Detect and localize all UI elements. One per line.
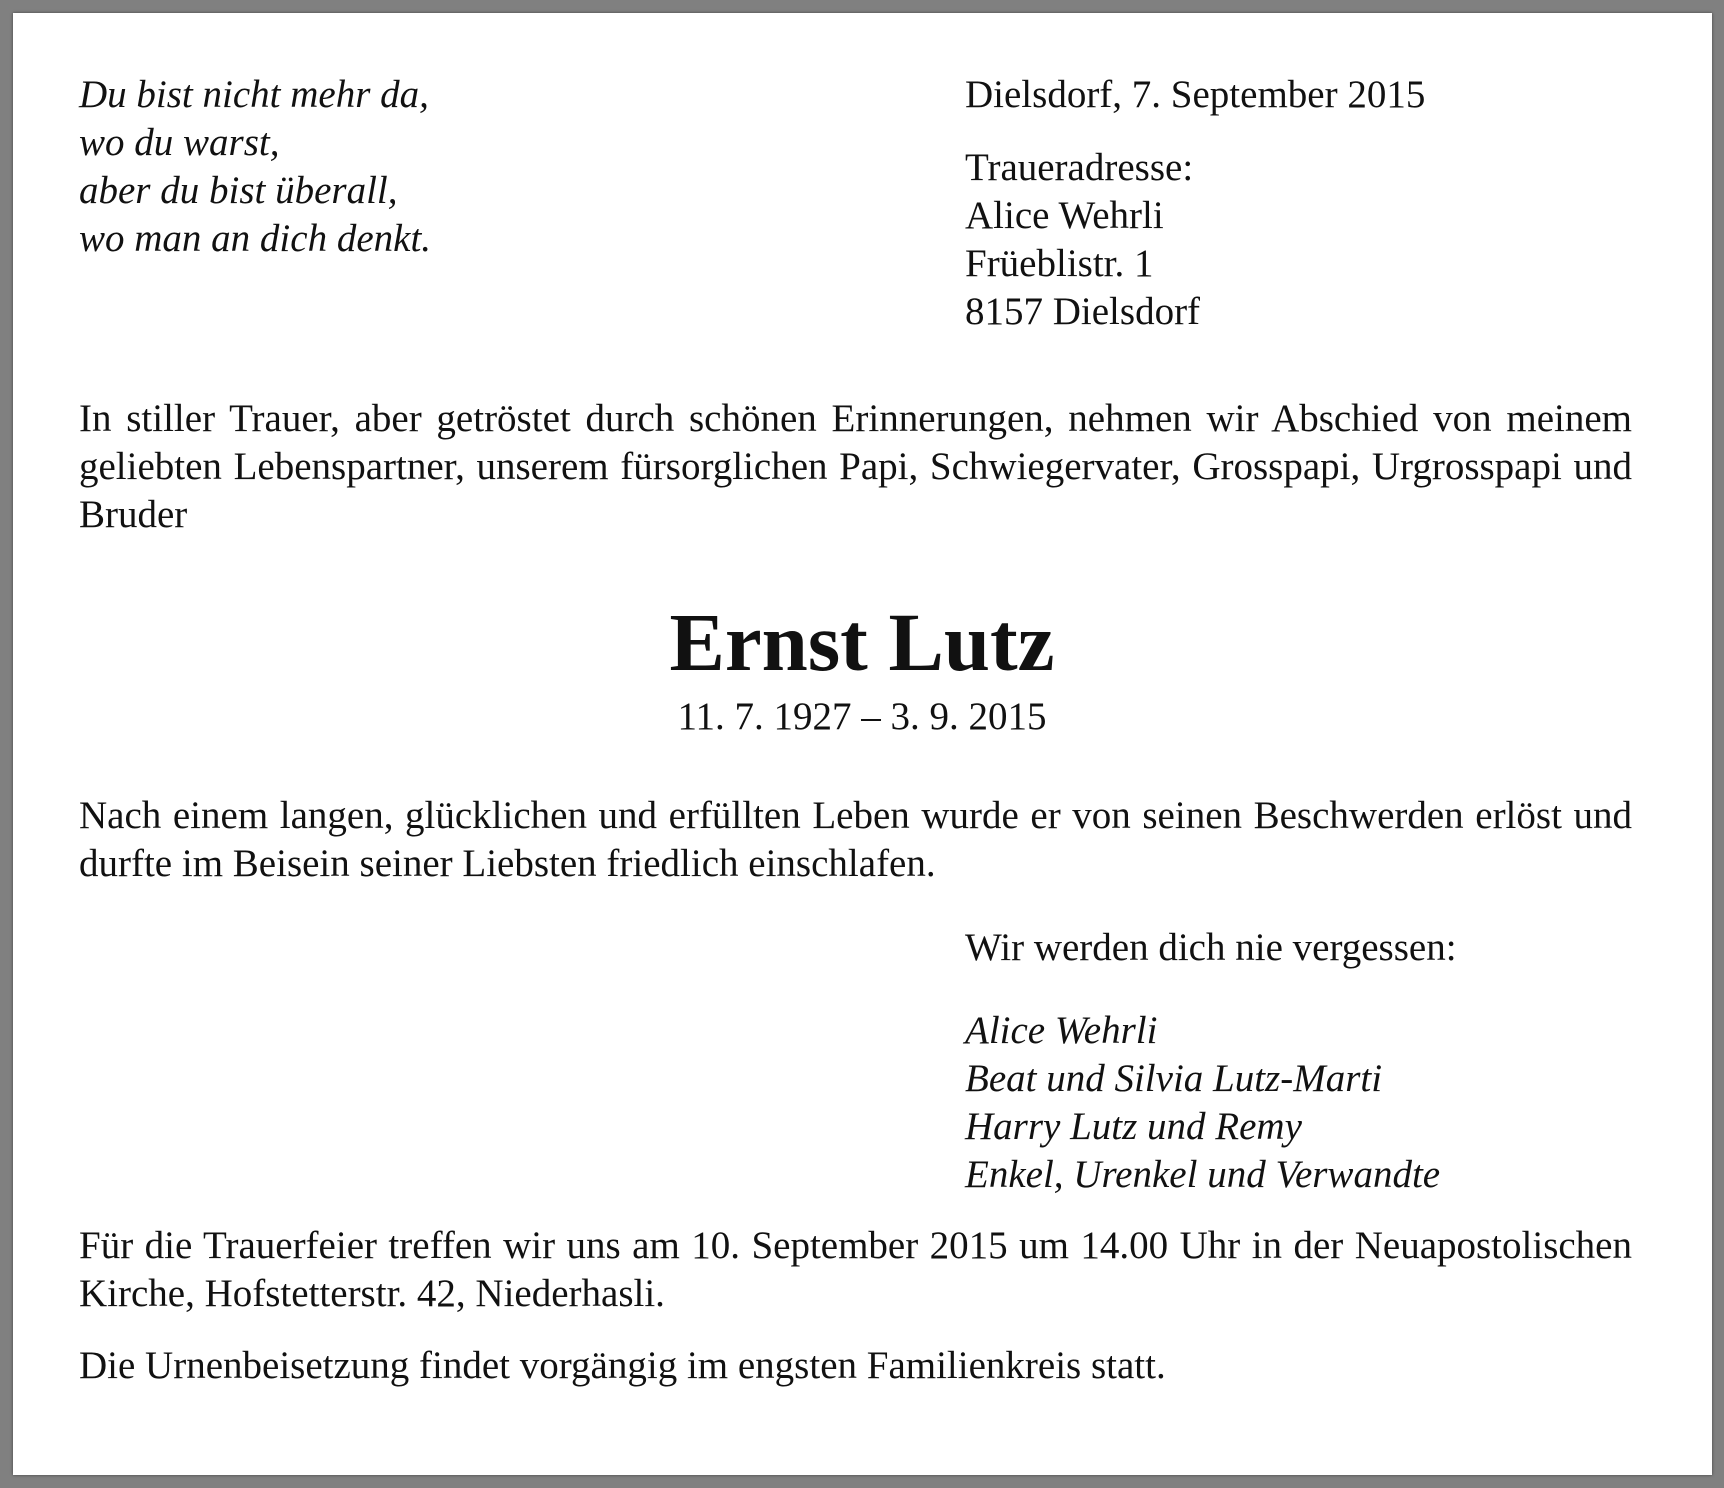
poem-line: aber du bist überall, [79, 169, 398, 212]
address-label: Traueradresse: [965, 146, 1194, 189]
place-date: Dielsdorf, 7. September 2015 [965, 73, 1426, 116]
address-name: Alice Wehrli [965, 194, 1164, 237]
life-paragraph: Nach einem langen, glücklichen und erfüllten Leben wurde er von seinen Beschwerden erlöst und durfte im Beisein seiner Liebsten friedlich einschlafen. [79, 794, 1632, 885]
funeral-paragraph: Für die Trauerfeier treffen wir uns am 10. September 2015 um 14.00 Uhr in der Neuapostolischen Kirche, Hofstetterstr. 42, Niederhasli. [79, 1224, 1632, 1315]
poem-line: Du bist nicht mehr da, [79, 73, 429, 116]
address-city: 8157 Dielsdorf [965, 290, 1201, 333]
mourner-name: Beat und Silvia Lutz-Marti [965, 1057, 1383, 1100]
poem [79, 71, 679, 263]
intro-paragraph: In stiller Trauer, aber getröstet durch schönen Erinnerungen, nehmen wir Abschied von meinem geliebten Lebenspartner, unserem fürsorglichen Papi, Schwiegervater, Grosspapi, Urgrosspapi und Bruder [79, 397, 1632, 536]
mourner-name: Alice Wehrli [965, 1009, 1158, 1052]
poem-line: wo man an dich denkt. [79, 217, 432, 260]
address-street: Früeblistr. 1 [965, 242, 1154, 285]
mourners-heading: Wir werden dich nie vergessen: [965, 926, 1457, 969]
poem-line: wo du warst, [79, 121, 280, 164]
mourners-list [965, 1007, 1440, 1199]
life-dates: 11. 7. 1927 – 3. 9. 2015 [677, 695, 1047, 738]
urn-paragraph: Die Urnenbeisetzung findet vorgängig im engsten Familienkreis statt. [79, 1344, 1166, 1387]
deceased-name: Ernst Lutz [669, 596, 1055, 688]
mourner-name: Harry Lutz und Remy [965, 1105, 1302, 1148]
mourner-name: Enkel, Urenkel und Verwandte [965, 1153, 1441, 1196]
mourning-address [965, 144, 1200, 336]
